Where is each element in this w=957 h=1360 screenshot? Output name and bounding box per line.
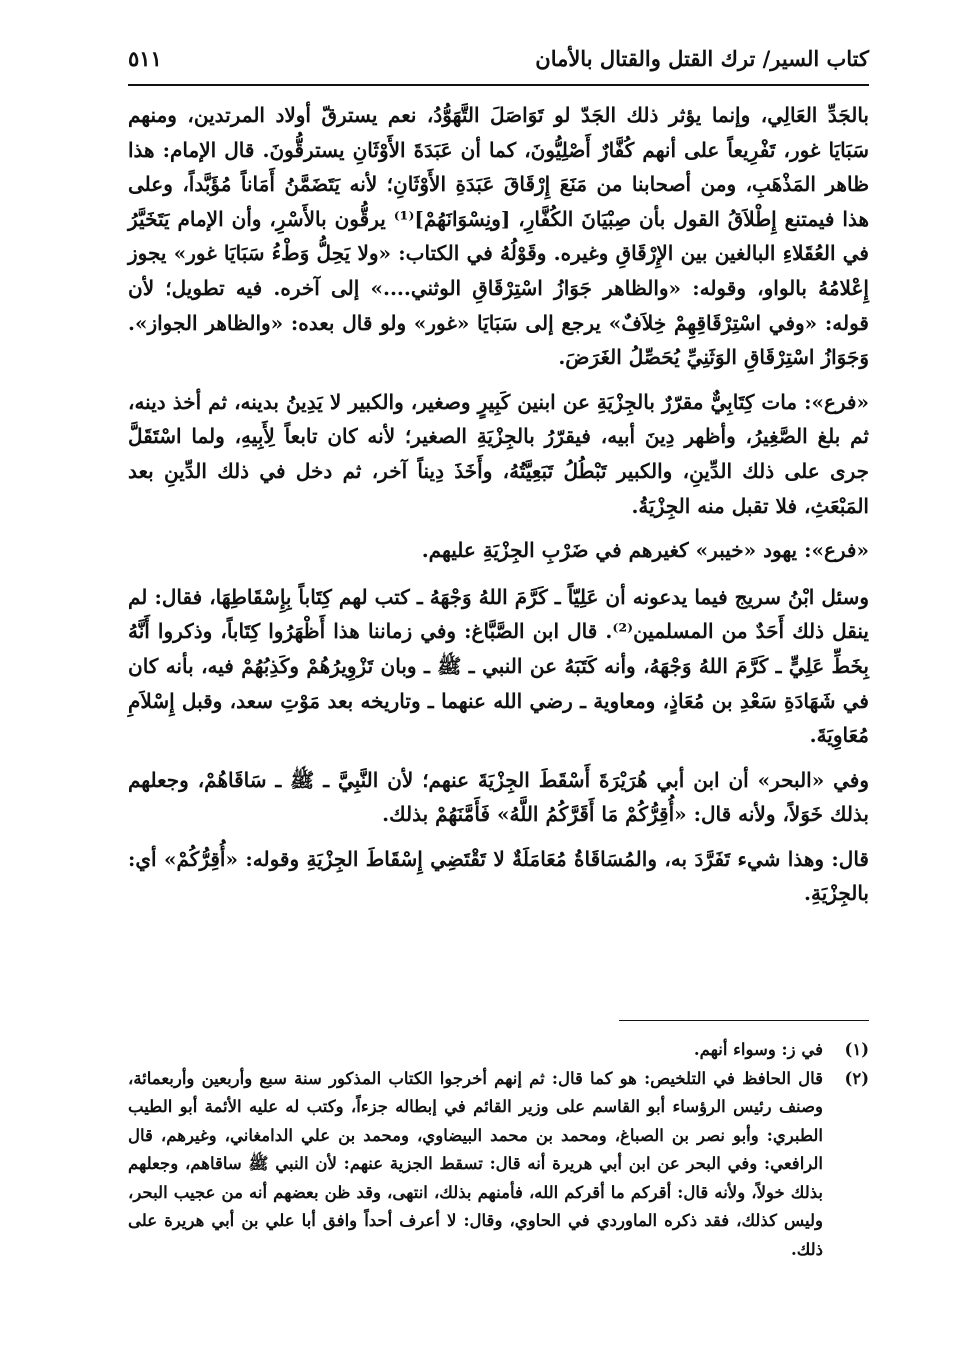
paragraph-6: قال: وهذا شيء تَفَرَّدَ به، والمُسَاقَاةُ مُعَامَلَةٌ لا تَقْتَضِي إِسْقَاطَ الجِزْيَةِ وقوله: «أُقِرُّكُمْ» أي: بالجِزْيَةِ. — [128, 846, 869, 906]
footnote-1 — [128, 1036, 869, 1065]
footnote-2 — [128, 1065, 869, 1265]
footnote-number: (٢) — [844, 1068, 869, 1088]
page-header — [128, 40, 869, 86]
footnote-text: قال الحافظ في التلخيص: هو كما قال: ثم إنهم أخرجوا الكتاب المذكور سنة سبع وأربعين وأربعمائة، وصنف رئيس الرؤساء أبو القاسم على وزير القائم في إبطاله جزءاً، وكتب له عليه الأئمة أبو الطيب الطبري: وأبو نصر بن الصباغ، ومحمد بن محمد البيضاوي، ومحمد بن علي الدامغاني، وغيرهم، قال الرافعي: وفي البحر عن ابن أبي هريرة أنه قال: تسقط الجزية عنهم: لأن النبي ﷺ ساقاهم، وجعلهم بذلك خولاً، ولأنه قال: أقركم ما أقركم الله، فأمنهم بذلك، انتهى، وقد ظن بعضهم أنه من عجيب البحر، وليس كذلك، فقد ذكره الماوردي في الحاوي، وقال: لا أعرف أحداً وافق أبا علي بن أبي هريرة على ذلك. — [128, 1068, 823, 1259]
paragraph-5: وفي «البحر» أن ابن أبي هُرَيْرَةَ أَسْقَطَ الجِزْيَةَ عنهم؛ لأن النَّبِيَّ ـ ﷺ ـ سَاقَاهُمْ، وجعلهم بذلك خَوَلاً، ولأنه قال: «أُقِرُّكُمْ مَا أَقَرَّكُمُ اللَّهُ» فَأَمَّنَهُمْ بذلك. — [128, 767, 869, 827]
paragraph-3: «فرع»: يهود «خيبر» كغيرهم في ضَرْبِ الجِزْيَةِ عليهم. — [421, 538, 869, 563]
footnote-text: في ز: وسواء أنهم. — [693, 1040, 823, 1059]
page-number: ٥١١ — [128, 46, 162, 71]
footnote-separator — [619, 1020, 869, 1021]
running-title: كتاب السير/ ترك القتل والقتال بالأمان — [535, 46, 869, 71]
footnotes — [128, 1036, 869, 1264]
paragraph-2: «فرع»: مات كِتَابِيٌّ مقرّرٌ بالجِزْيَةِ عن ابنين كَبِيرٍ وصغير، والكبير لا يَدِينُ بدينه، ثم أخذ دينه، ثم بلغ الصَّغِيرُ، وأظهر دِينَ أبيه، فيقرّرُ بالجِزْيَةِ الصغير؛ لأنه كان تابعاً لِأَبِيهِ، ولما اسْتَقَلَّ جرى على ذلك الدِّينِ، والكبير تَبْطُلُ تَبَعِيَّتُهُ، وأَخَذَ دِيناً آخر، ثم دخل في ذلك الدِّينِ بعد المَبْعَثِ، فلا تقبل منه الجِزْيَةُ. — [128, 389, 869, 518]
footnote-number: (١) — [844, 1040, 869, 1059]
main-text — [128, 98, 869, 921]
paragraph-4: وسئل ابْنُ سريج فيما يدعونه أن عَلِيّاً ـ كَرَّمَ اللهُ وَجْهَهُ ـ كتب لهم كِتَاباً بِإِسْقَاطِهَا، فقال: لم ينقل ذلك أَحَدٌ من المسلمين⁽²⁾. قال ابن الصَّبَّاغ: وفي زماننا هذا أَظْهَرُوا كِتَاباً، وذكروا أَنَّهُ بِخَطِّ عَلِيٍّ ـ كَرَّمَ اللهُ وَجْهَهُ، وأنه كَتَبَهُ عن النبي ـ ﷺ ـ وبان تَزْوِيرُهُمْ وكَذِبُهُمْ فيه، بأنه كان في شَهَادَةِ سَعْدِ بن مُعَاذٍ، ومعاوية ـ رضي الله عنهما ـ وتاريخه بعد مَوْتِ سعد، وقبل إِسْلاَمِ مُعَاوِيَةَ. — [128, 584, 870, 748]
paragraph-1: بالجَدِّ العَالِي، وإنما يؤثر ذلك الجَدّ لو تَوَاصَلَ التَّهَوُّدُ، نعم يسترقّ أولاد المرتدين، ومنهم سَبَايَا غور، تَفْرِيعاً على أنهم كُفَّارٌ أَصْلِيُّونَ، كما أن عَبَدَةَ الأَوْثَانِ يسترقُّونَ. قال الإمام: هذا ظاهر المَذْهَبِ، ومن أصحابنا من مَنَعَ إِرْقَاقَ عَبَدَةِ الأَوْثَانِ؛ لأنه يَتَضَمَّنُ أَمَاناً مُؤَبَّداً، وعلى هذا فيمتنع إِطْلاَقُ القول بأن صِبْيَانَ الكُفَّارِ، [ونِسْوَانَهُمْ]⁽¹⁾ يرقُّون بالأَسْرِ، وأن الإمام يَتَخَيَّرُ في العُقَلاءِ البالغين بين الإِرْقَاقِ وغيره. وقَوْلُهُ في الكتاب: «ولا يَحِلُّ وَطْءُ سَبَايَا غور» يجوز إِعْلامُهُ بالواو، وقوله: «والظاهر جَوَازُ اسْتِرْقَاقِ الوثني....» إلى آخره. فيه تطويل؛ لأن قوله: «وفي اسْتِرْقَاقِهِمْ خِلاَفٌ» يرجع إلى سَبَايَا «غور» ولو قال بعده: «والظاهر الجواز». وَجَوَازُ اسْتِرْقَاقِ الوَثَنِيِّ يُحَصِّلُ الغَرَضَ. — [128, 103, 870, 370]
